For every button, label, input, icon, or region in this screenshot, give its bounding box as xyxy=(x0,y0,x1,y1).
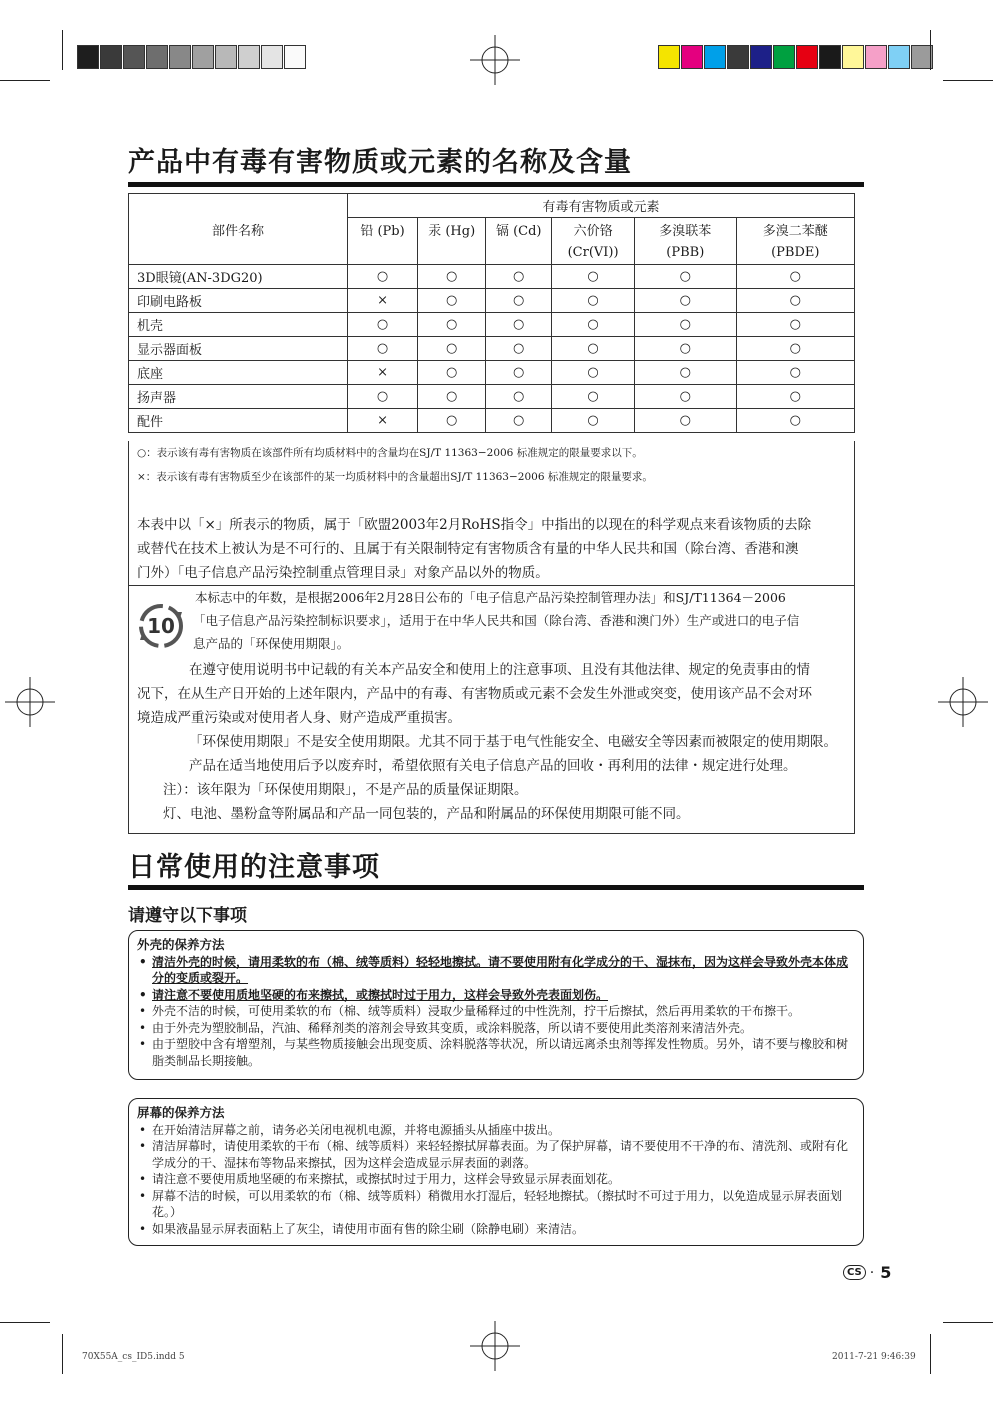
list-item: • 在开始清洁屏幕之前，请务必关闭电视机电源，并将电源插头从插座中拔出。 xyxy=(137,1122,855,1139)
substance-group-header: 有毒有害物质或元素 xyxy=(347,194,854,218)
list-item: • 请注意不要使用质地坚硬的布来擦拭，或擦拭时过于用力，这样会导致显示屏表面划花。 xyxy=(137,1171,855,1188)
substance-mark: ○ xyxy=(736,289,854,313)
substance-mark: ○ xyxy=(634,265,736,289)
substance-mark: ○ xyxy=(634,385,736,409)
substance-mark: ○ xyxy=(347,337,417,361)
substance-mark: ○ xyxy=(418,289,486,313)
substance-mark: ○ xyxy=(418,385,486,409)
gray-swatch xyxy=(192,45,214,69)
gray-swatch xyxy=(215,45,237,69)
substance-mark: ○ xyxy=(486,385,552,409)
color-swatch xyxy=(704,45,726,69)
table-row xyxy=(129,265,855,289)
part-name: 配件 xyxy=(129,409,348,433)
substance-subheader xyxy=(486,241,552,265)
logo-number: 10 xyxy=(147,614,175,638)
registration-mark-left xyxy=(0,672,60,732)
crop-mark xyxy=(62,30,63,70)
substance-mark: × xyxy=(347,361,417,385)
color-swatch xyxy=(773,45,795,69)
gray-swatch xyxy=(100,45,122,69)
substance-mark: ○ xyxy=(347,265,417,289)
substance-subheader xyxy=(347,241,417,265)
gray-swatch xyxy=(284,45,306,69)
substance-mark: ○ xyxy=(736,265,854,289)
screen-care-heading: 屏幕的保养方法 xyxy=(137,1105,225,1120)
page-number-area xyxy=(843,1263,891,1282)
rohs-paragraph: 本表中以「×」所表示的物质，属于「欧盟2003年2月RoHS指令」中指出的以现在的科学观点来看该物质的去除 或替代在技术上被认为是不可行的、且属于有关限制特定有害物质含有量的中华人民共和国（除台湾、香港和澳 门外）「电子信息产品污染控制重点管理目录」对象产品以外的物质。 xyxy=(137,517,812,581)
hazardous-substances-table xyxy=(128,193,855,433)
registration-mark-right xyxy=(933,672,993,732)
color-swatch xyxy=(727,45,749,69)
daily-use-precautions-title: 日常使用的注意事项 xyxy=(128,852,380,883)
part-name: 扬声器 xyxy=(129,385,348,409)
list-item: • 屏幕不洁的时候，可以用柔软的布（棉、绒等质料）稍微用水打湿后，轻轻地擦拭。（擦拭时不可过于用力，以免造成显示屏表面划花。） xyxy=(137,1188,855,1221)
substance-mark: ○ xyxy=(486,409,552,433)
subtitle-observe: 请遵守以下事项 xyxy=(128,906,247,926)
substance-subheader: (PBB) xyxy=(634,241,736,265)
color-swatch xyxy=(888,45,910,69)
color-bar xyxy=(658,45,934,69)
list-item: • 清洁外壳的时候，请用柔软的布（棉、绒等质料）轻轻地擦拭。请不要使用附有化学成分的干、湿抹布，因为这样会导致外壳本体成分的变质或裂开。 xyxy=(137,954,855,987)
substance-mark: ○ xyxy=(736,313,854,337)
substance-mark: ○ xyxy=(486,337,552,361)
part-name: 机壳 xyxy=(129,313,348,337)
table-row xyxy=(129,289,855,313)
substance-mark: ○ xyxy=(418,313,486,337)
list-item: • 如果液晶显示屏表面粘上了灰尘，请使用市面有售的除尘刷（除静电刷）来清洁。 xyxy=(137,1221,855,1238)
substance-mark: ○ xyxy=(552,361,635,385)
list-item: • 由于塑胶中含有增塑剂，与某些物质接触会出现变质、涂料脱落等状况，所以请远离杀虫剂等挥发性物质。另外，请不要与橡胶和树脂类制品长期接触。 xyxy=(137,1036,855,1069)
part-name: 3D眼镜(AN-3DG20) xyxy=(129,265,348,289)
color-swatch xyxy=(865,45,887,69)
list-item: • 清洁屏幕时，请使用柔软的干布（棉、绒等质料）来轻轻擦拭屏幕表面。为了保护屏幕，请不要使用不干净的布、清洗剂、或附有化学成分的干、湿抹布等物品来擦拭，因为这样会造成显示屏表面的剥落。 xyxy=(137,1138,855,1171)
substance-mark: ○ xyxy=(418,409,486,433)
substance-mark: ○ xyxy=(634,313,736,337)
substance-header: 多溴联苯 xyxy=(634,218,736,242)
substance-mark: ○ xyxy=(552,313,635,337)
part-name: 印刷电路板 xyxy=(129,289,348,313)
part-name: 底座 xyxy=(129,361,348,385)
table-row xyxy=(129,361,855,385)
color-swatch xyxy=(750,45,772,69)
gray-swatch xyxy=(238,45,260,69)
page-separator: · xyxy=(869,1264,875,1281)
color-swatch xyxy=(796,45,818,69)
list-item: • 外壳不洁的时候，可使用柔软的布（棉、绒等质料）浸取少量稀释过的中性洗剂，拧干后擦拭，然后再用柔软的干布擦干。 xyxy=(137,1003,855,1020)
table-row xyxy=(129,313,855,337)
substance-header: 六价铬 xyxy=(552,218,635,242)
substance-mark: ○ xyxy=(418,265,486,289)
crop-mark xyxy=(0,1322,50,1323)
color-swatch xyxy=(658,45,680,69)
cabinet-care-heading: 外壳的保养方法 xyxy=(137,937,225,952)
gray-swatch xyxy=(123,45,145,69)
substance-mark: ○ xyxy=(486,361,552,385)
substance-mark: ○ xyxy=(736,337,854,361)
crop-mark xyxy=(930,1334,931,1374)
grayscale-bar xyxy=(77,45,307,69)
substance-mark: ○ xyxy=(486,289,552,313)
color-swatch xyxy=(681,45,703,69)
substance-mark: ○ xyxy=(634,361,736,385)
usage-paragraph: 在遵守使用说明书中记载的有关本产品安全和使用上的注意事项、且没有其他法律、规定的免责事由的情 况下，在从生产日开始的上述年限内，产品中的有毒、有害物质或元素不会发生外泄或突变，使用该产品不会对环 境造成严重污染或对使用者人身、财产造成严重损害。 「环保使用期限」不是安全使用期限。尤其不同于基于电气性能安全、电磁安全等因素而被限定的使用期限。 产品在适当地使用后予以废弃时，希望依照有关电子信息产品的回收・再利用的法律・规定进行处理。 注）：该年限为「环保使用期限」，不是产品的质量保证期限。 灯、电池、墨粉盒等附属品和产品一同包装的，产品和附属品的环保使用期限可能不同。 xyxy=(137,662,837,822)
page-number: 5 xyxy=(880,1263,892,1282)
note-cross: ×：表示该有毒有害物质至少在该部件的某一均质材料中的含量超出SJ/T 11363−2006 标准规定的限量要求。 xyxy=(137,471,653,483)
substance-header: 铅 (Pb) xyxy=(347,218,417,242)
substance-subheader: (PBDE) xyxy=(736,241,854,265)
crop-mark xyxy=(930,30,931,70)
gray-swatch xyxy=(261,45,283,69)
footer-filename: 70X55A_cs_ID5.indd 5 xyxy=(82,1352,185,1362)
substance-mark: ○ xyxy=(347,313,417,337)
substance-mark: ○ xyxy=(634,409,736,433)
substance-mark: ○ xyxy=(634,289,736,313)
substance-mark: ○ xyxy=(552,337,635,361)
title-rule-2 xyxy=(128,885,864,890)
table-notes-box xyxy=(128,441,855,586)
substance-mark: ○ xyxy=(736,361,854,385)
cabinet-care-box xyxy=(128,930,864,1080)
gray-swatch xyxy=(169,45,191,69)
substance-mark: ○ xyxy=(418,337,486,361)
substance-subheader xyxy=(418,241,486,265)
gray-swatch xyxy=(77,45,99,69)
substance-mark: ○ xyxy=(486,265,552,289)
substance-mark: ○ xyxy=(486,313,552,337)
registration-mark-top xyxy=(465,30,525,90)
crop-mark xyxy=(0,80,50,81)
language-badge: CS xyxy=(843,1265,866,1280)
epup-box xyxy=(128,585,855,834)
table-row xyxy=(129,337,855,361)
table-row xyxy=(129,385,855,409)
crop-mark xyxy=(943,1322,993,1323)
part-name-header: 部件名称 xyxy=(129,194,348,265)
substance-mark: ○ xyxy=(552,289,635,313)
epup-paragraph: 本标志中的年数，是根据2006年2月28日公布的「电子信息产品污染控制管理办法」和SJ/T11364－2006 「电子信息产品污染控制标识要求」，适用于在中华人民共和国（除台湾、香港和澳门外）生产或进口的电子信 息产品的「环保使用期限」。 xyxy=(193,590,800,651)
crop-mark xyxy=(943,80,993,81)
table-row xyxy=(129,409,855,433)
substance-mark: × xyxy=(347,409,417,433)
gray-swatch xyxy=(146,45,168,69)
recycle-period-logo xyxy=(137,602,185,650)
substance-mark: ○ xyxy=(736,409,854,433)
crop-mark xyxy=(62,1334,63,1374)
substance-mark: ○ xyxy=(552,385,635,409)
substance-mark: ○ xyxy=(347,385,417,409)
substance-mark: ○ xyxy=(736,385,854,409)
substance-mark: ○ xyxy=(552,265,635,289)
title-rule xyxy=(128,182,864,187)
footer-timestamp: 2011-7-21 9:46:39 xyxy=(832,1352,916,1362)
substance-header: 多溴二苯醚 xyxy=(736,218,854,242)
note-circle: ○：表示该有毒有害物质在该部件所有均质材料中的含量均在SJ/T 11363−2006 标准规定的限量要求以下。 xyxy=(137,447,643,459)
hazardous-substances-title: 产品中有毒有害物质或元素的名称及含量 xyxy=(128,147,632,178)
screen-care-box xyxy=(128,1098,864,1246)
substance-mark: ○ xyxy=(418,361,486,385)
part-name: 显示器面板 xyxy=(129,337,348,361)
substance-header: 镉 (Cd) xyxy=(486,218,552,242)
substance-subheader: (Cr(VI)) xyxy=(552,241,635,265)
registration-mark-bottom xyxy=(465,1316,525,1376)
list-item: • 由于外壳为塑胶制品，汽油、稀释剂类的溶剂会导致其变质，或涂料脱落，所以请不要使用此类溶剂来清洁外壳。 xyxy=(137,1020,855,1037)
color-swatch xyxy=(842,45,864,69)
substance-mark: ○ xyxy=(552,409,635,433)
substance-mark: × xyxy=(347,289,417,313)
substance-header: 汞 (Hg) xyxy=(418,218,486,242)
color-swatch xyxy=(819,45,841,69)
substance-mark: ○ xyxy=(634,337,736,361)
list-item: • 请注意不要使用质地坚硬的布来擦拭，或擦拭时过于用力，这样会导致外壳表面划伤。 xyxy=(137,987,855,1004)
